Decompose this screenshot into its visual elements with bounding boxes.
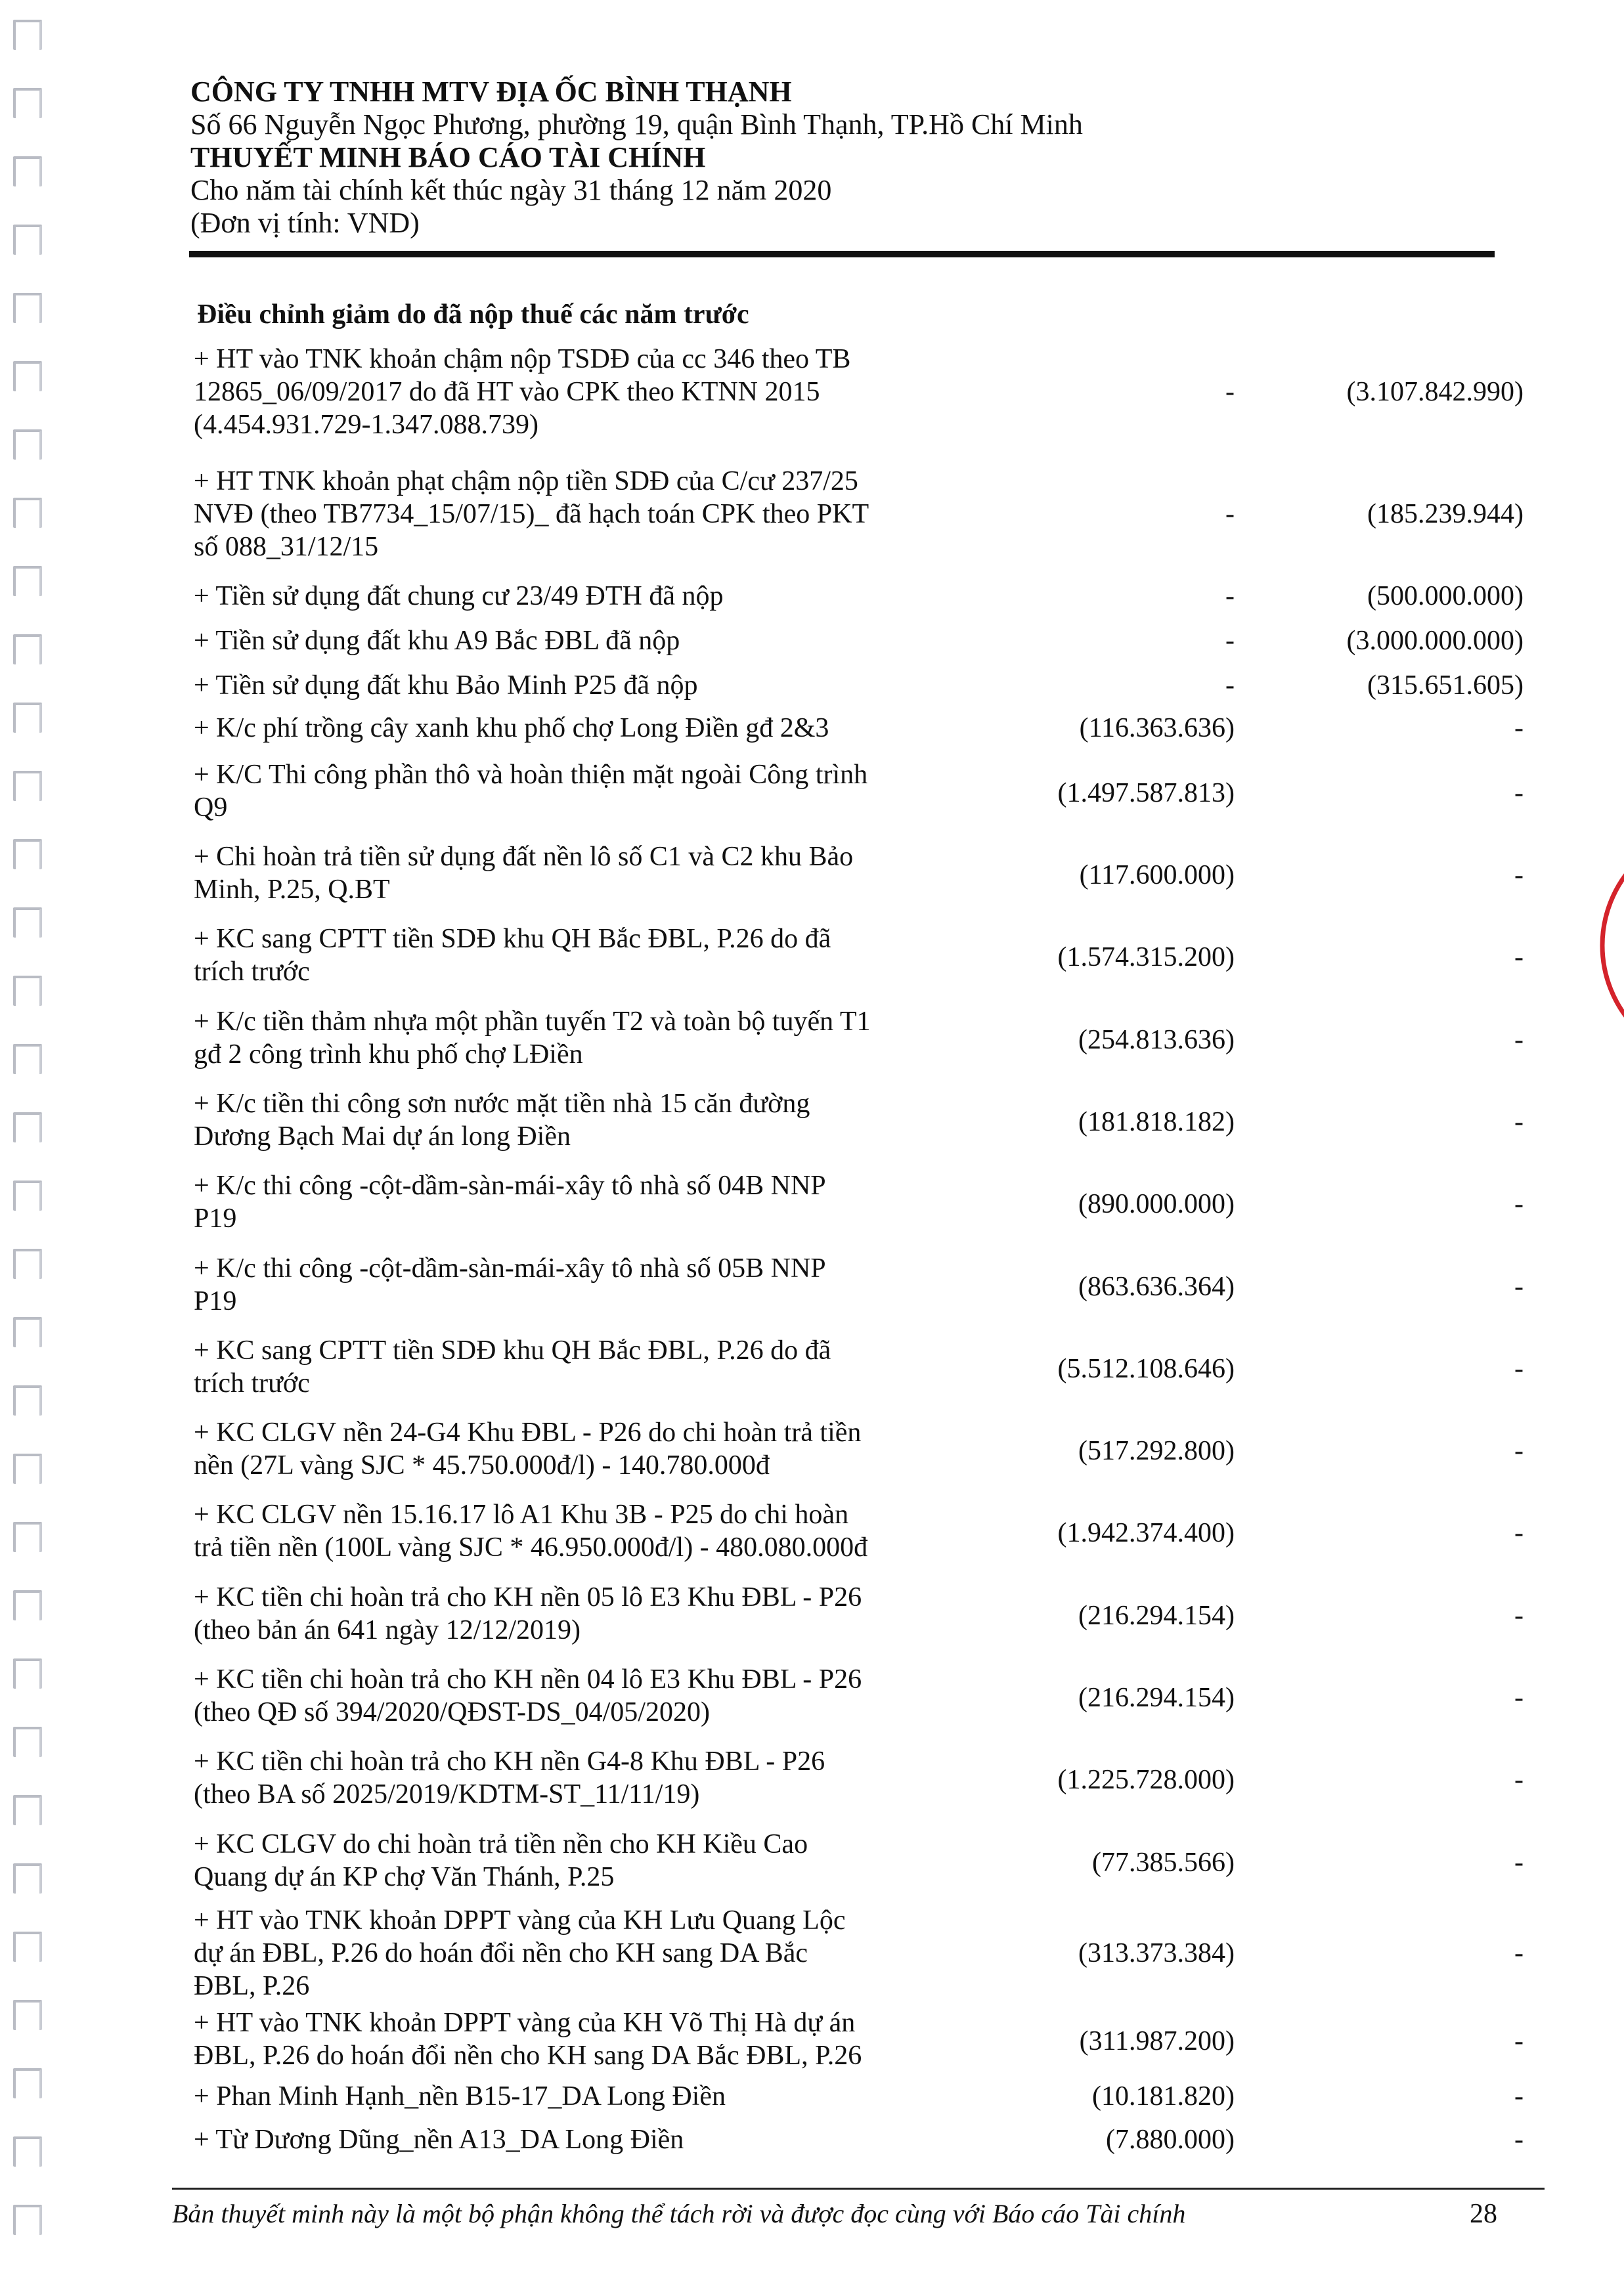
currency-unit: (Đơn vị tính: VND) [190, 207, 420, 239]
row-amount-prior: - [1514, 1272, 1524, 1302]
row-amount-current: (254.813.636) [1078, 1025, 1235, 1055]
page-number: 28 [1470, 2199, 1497, 2229]
row-amount-prior: - [1514, 1189, 1524, 1219]
row-amount-prior: - [1514, 1354, 1524, 1384]
row-description: + KC sang CPTT tiền SDĐ khu QH Bắc ĐBL, P.26 do đã trích trước [194, 1335, 831, 1398]
row-description: + Tiền sử dụng đất khu A9 Bắc ĐBL đã nộp [194, 626, 680, 656]
row-amount-current: (181.818.182) [1078, 1107, 1235, 1137]
row-amount-current: (1.574.315.200) [1057, 942, 1235, 972]
row-amount-prior: - [1514, 713, 1524, 743]
row-amount-current: (116.363.636) [1079, 713, 1235, 743]
row-amount-prior: - [1514, 1107, 1524, 1137]
row-amount-prior: (3.000.000.000) [1346, 626, 1524, 656]
row-description: + KC CLGV nền 24-G4 Khu ĐBL - P26 do chi hoàn trả tiền nền (27L vàng SJC * 45.750.000đ/l) - 140.780.000đ [194, 1418, 862, 1481]
row-description: + KC tiền chi hoàn trả cho KH nền 05 lô E3 Khu ĐBL - P26 (theo bản án 641 ngày 12/12/2019) [194, 1582, 862, 1645]
row-amount-current: (1.942.374.400) [1057, 1518, 1235, 1548]
row-amount-current: (77.385.566) [1092, 1848, 1235, 1878]
row-amount-prior: - [1514, 1025, 1524, 1055]
row-amount-prior: - [1514, 1601, 1524, 1631]
row-description: + HT vào TNK khoản DPPT vàng của KH Võ Thị Hà dự án ĐBL, P.26 do hoán đổi nền cho KH sang DA Bắc ĐBL, P.26 [194, 2008, 862, 2071]
row-amount-prior: - [1514, 2081, 1524, 2112]
row-amount-current: (7.880.000) [1106, 2125, 1235, 2155]
row-amount-current: (890.000.000) [1078, 1189, 1235, 1219]
row-amount-prior: - [1514, 1436, 1524, 1466]
row-amount-current: (10.181.820) [1092, 2081, 1235, 2112]
row-amount-current: - [1225, 581, 1235, 611]
row-amount-prior: - [1514, 860, 1524, 890]
row-amount-prior: - [1514, 1848, 1524, 1878]
row-description: + KC sang CPTT tiền SDĐ khu QH Bắc ĐBL, P.26 do đã trích trước [194, 924, 831, 987]
row-amount-prior: (315.651.605) [1367, 670, 1524, 701]
row-amount-prior: (3.107.842.990) [1346, 377, 1524, 407]
row-amount-current: (1.497.587.813) [1057, 778, 1235, 808]
row-description: + K/c tiền thi công sơn nước mặt tiền nhà 15 căn đường Dương Bạch Mai dự án long Điền [194, 1089, 810, 1152]
row-description: + HT TNK khoản phạt chậm nộp tiền SDĐ của C/cư 237/25 NVĐ (theo TB7734_15/07/15)_ đã hạch toán CPK theo PKT số 088_31/12/15 [194, 466, 869, 562]
row-amount-current: (517.292.800) [1078, 1436, 1235, 1466]
row-amount-current: (313.373.384) [1078, 1938, 1235, 1968]
row-amount-prior: - [1514, 2026, 1524, 2056]
row-amount-current: - [1225, 499, 1235, 529]
row-amount-current: (311.987.200) [1079, 2026, 1235, 2056]
row-amount-current: (117.600.000) [1079, 860, 1235, 890]
row-amount-current: - [1225, 626, 1235, 656]
row-amount-current: (216.294.154) [1078, 1601, 1235, 1631]
footer-rule [172, 2188, 1545, 2190]
reporting-period: Cho năm tài chính kết thúc ngày 31 tháng 12 năm 2020 [190, 174, 832, 206]
row-description: + Tiền sử dụng đất chung cư 23/49 ĐTH đã nộp [194, 581, 724, 611]
row-description: + K/c tiền thảm nhựa một phần tuyến T2 và toàn bộ tuyến T1 gđ 2 công trình khu phố chợ LĐiền [194, 1007, 871, 1070]
row-amount-current: - [1225, 670, 1235, 701]
row-amount-prior: - [1514, 778, 1524, 808]
row-description: + Chi hoàn trả tiền sử dụng đất nền lô số C1 và C2 khu Bảo Minh, P.25, Q.BT [194, 842, 854, 905]
row-amount-current: - [1225, 377, 1235, 407]
company-name: CÔNG TY TNHH MTV ĐỊA ỐC BÌNH THẠNH [190, 76, 792, 108]
row-description: + Từ Dương Dũng_nền A13_DA Long Điền [194, 2125, 684, 2155]
row-amount-prior: - [1514, 1765, 1524, 1795]
section-title: Điều chỉnh giảm do đã nộp thuế các năm trước [197, 299, 749, 330]
row-description: + KC tiền chi hoàn trả cho KH nền G4-8 Khu ĐBL - P26 (theo BA số 2025/2019/KDTM-ST_11/11/19) [194, 1746, 825, 1809]
row-description: + Phan Minh Hạnh_nền B15-17_DA Long Điền [194, 2081, 726, 2112]
row-amount-prior: (185.239.944) [1367, 499, 1524, 529]
row-description: + HT vào TNK khoản DPPT vàng của KH Lưu Quang Lộc dự án ĐBL, P.26 do hoán đổi nền cho KH sang DA Bắc ĐBL, P.26 [194, 1905, 846, 2001]
document-title: THUYẾT MINH BÁO CÁO TÀI CHÍNH [190, 141, 706, 173]
row-amount-current: (5.512.108.646) [1057, 1354, 1235, 1384]
footer-note: Bản thuyết minh này là một bộ phận không thể tách rời và được đọc cùng với Báo cáo Tài chính [172, 2199, 1186, 2228]
row-description: + K/c thi công -cột-dầm-sàn-mái-xây tô nhà số 04B NNP P19 [194, 1171, 826, 1234]
row-amount-prior: - [1514, 1518, 1524, 1548]
row-amount-prior: (500.000.000) [1367, 581, 1524, 611]
company-address: Số 66 Nguyễn Ngọc Phương, phường 19, quận Bình Thạnh, TP.Hồ Chí Minh [190, 108, 1083, 141]
row-amount-current: (863.636.364) [1078, 1272, 1235, 1302]
row-amount-prior: - [1514, 942, 1524, 972]
row-description: + KC CLGV do chi hoàn trả tiền nền cho KH Kiều Cao Quang dự án KP chợ Văn Thánh, P.25 [194, 1829, 808, 1892]
row-description: + KC CLGV nền 15.16.17 lô A1 Khu 3B - P25 do chi hoàn trả tiền nền (100L vàng SJC * 46.950.000đ/l) - 480.080.000đ [194, 1500, 868, 1563]
row-amount-prior: - [1514, 1683, 1524, 1713]
company-seal-stamp [1550, 808, 1624, 1083]
row-amount-current: (1.225.728.000) [1057, 1765, 1235, 1795]
row-description: + K/c thi công -cột-dầm-sàn-mái-xây tô nhà số 05B NNP P19 [194, 1253, 826, 1316]
row-description: + K/C Thi công phần thô và hoàn thiện mặt ngoài Công trình Q9 [194, 760, 868, 823]
row-description: + Tiền sử dụng đất khu Bảo Minh P25 đã nộp [194, 670, 698, 701]
row-amount-prior: - [1514, 2125, 1524, 2155]
row-amount-prior: - [1514, 1938, 1524, 1968]
row-amount-current: (216.294.154) [1078, 1683, 1235, 1713]
row-description: + KC tiền chi hoàn trả cho KH nền 04 lô E3 Khu ĐBL - P26 (theo QĐ số 394/2020/QĐST-DS_04/05/2020) [194, 1664, 862, 1727]
row-description: + HT vào TNK khoản chậm nộp TSDĐ của cc 346 theo TB 12865_06/09/2017 do đã HT vào CPK theo KTNN 2015 (4.454.931.729-1.347.088.739) [194, 344, 851, 440]
row-description: + K/c phí trồng cây xanh khu phố chợ Long Điền gđ 2&3 [194, 713, 829, 743]
